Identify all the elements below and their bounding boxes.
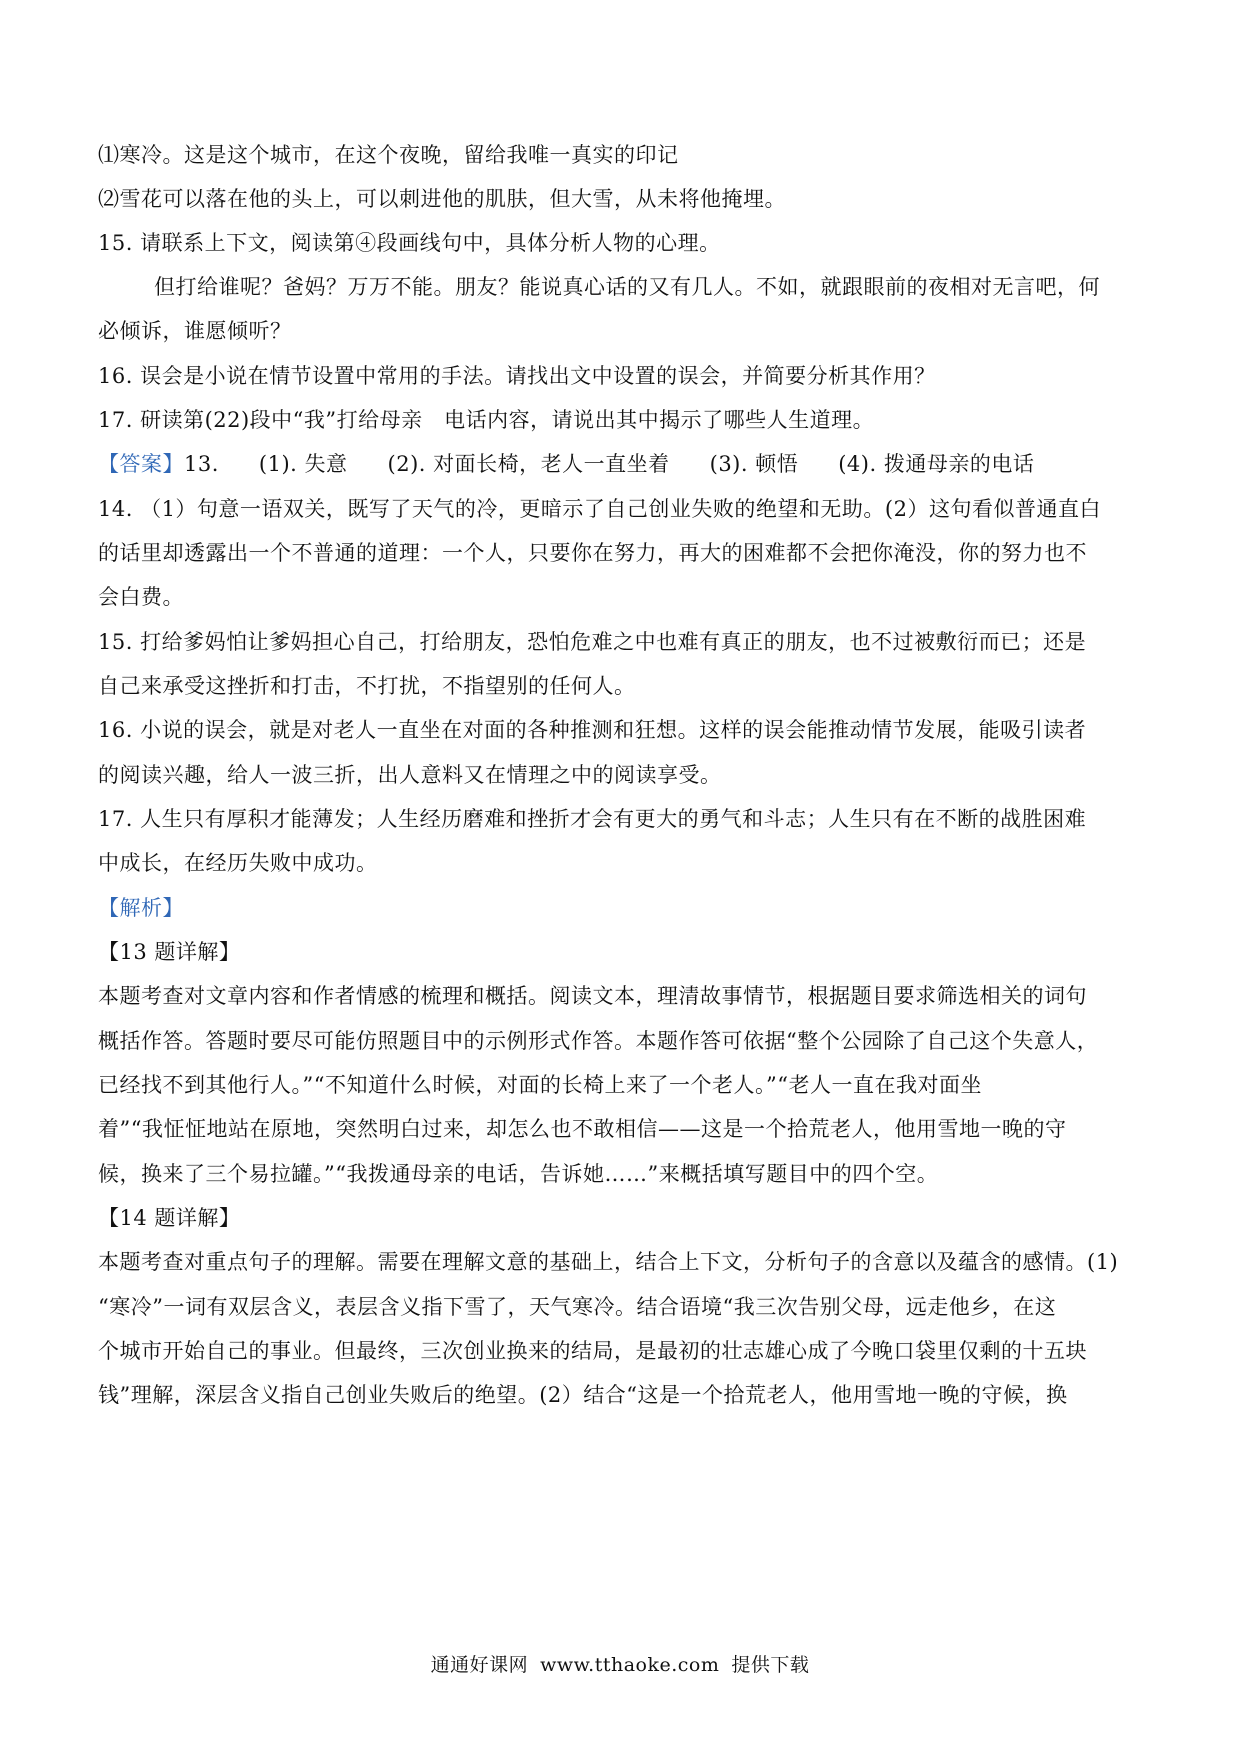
answer-13-item-4: (4). 拨通母亲的电话 — [838, 452, 1035, 476]
q14-sentence-2: ⑵雪花可以落在他的头上，可以刺进他的肌肤，但大雪，从未将他掩埋。 — [98, 187, 786, 211]
answer-16-line-2: 的阅读兴趣，给人一波三折，出人意料又在情理之中的阅读享受。 — [98, 763, 722, 787]
q15-quote-line-2: 必倾诉，谁愿倾听？ — [98, 319, 292, 343]
document-page — [98, 0, 1142, 1754]
q14-sentence-1: ⑴寒冷。这是这个城市，在这个夜晚，留给我唯一真实的印记 — [98, 143, 679, 167]
analysis-14-line-2: “寒冷”一词有双层含义，表层含义指下雪了，天气寒冷。结合语境“我三次告别父母，远走他乡，在这 — [98, 1295, 1057, 1319]
analysis-13-line-1: 本题考查对文章内容和作者情感的梳理和概括。阅读文本，理清故事情节，根据题目要求筛选相关的词句 — [98, 984, 1087, 1008]
answer-17-line-1: 17. 人生只有厚积才能薄发；人生经历磨难和挫折才会有更大的勇气和斗志；人生只有在不断的战胜困难 — [98, 807, 1087, 831]
analysis-14-line-3: 个城市开始自己的事业。但最终，三次创业换来的结局，是最初的壮志雄心成了今晚口袋里仅剩的十五块 — [98, 1339, 1087, 1363]
question-17: 17. 研读第(22)段中“我”打给母亲 电话内容，请说出其中揭示了哪些人生道理。 — [98, 408, 875, 432]
answer-15-line-1: 15. 打给爹妈怕让爹妈担心自己，打给朋友，恐怕危难之中也难有真正的朋友，也不过被敷衍而已；还是 — [98, 630, 1087, 654]
analysis-13-heading: 【13 题详解】 — [98, 940, 241, 964]
answer-14-line-3: 会白费。 — [98, 585, 184, 609]
q15-quote-line-1: 但打给谁呢？爸妈？万万不能。朋友？能说真心话的又有几人。不如，就跟眼前的夜相对无言吧，何 — [154, 275, 1100, 299]
page-footer — [0, 1652, 1240, 1678]
analysis-13-line-3: 已经找不到其他行人。”“不知道什么时候，对面的长椅上来了一个老人。”“老人一直在我对面坐 — [98, 1073, 982, 1097]
footer-suffix: 提供下载 — [731, 1654, 810, 1676]
answer-13-item-3: (3). 顿悟 — [709, 452, 799, 476]
answer-label: 【答案】 — [98, 452, 184, 476]
analysis-13-line-4: 着”“我怔怔地站在原地，突然明白过来，却怎么也不敢相信——这是一个拾荒老人，他用雪地一晚的守 — [98, 1117, 1067, 1141]
analysis-14-heading: 【14 题详解】 — [98, 1206, 241, 1230]
answer-13-item-2: (2). 对面长椅，老人一直坐着 — [387, 452, 670, 476]
answer-13-item-1: (1). 失意 — [258, 452, 348, 476]
question-16: 16. 误会是小说在情节设置中常用的手法。请找出文中设置的误会，并简要分析其作用？ — [98, 364, 936, 388]
question-15: 15. 请联系上下文，阅读第④段画线句中，具体分析人物的心理。 — [98, 231, 721, 255]
footer-url[interactable]: www.tthaoke.com — [540, 1654, 720, 1676]
analysis-13-line-2: 概括作答。答题时要尽可能仿照题目中的示例形式作答。本题作答可依据“整个公园除了自己这个失意人， — [98, 1029, 1099, 1053]
analysis-label: 【解析】 — [98, 896, 184, 920]
answer-row-13 — [98, 449, 1034, 479]
footer-site-name: 通通好课网 — [430, 1654, 529, 1676]
analysis-13-line-5: 候，换来了三个易拉罐。”“我拨通母亲的电话，告诉她……”来概括填写题目中的四个空。 — [98, 1162, 939, 1186]
analysis-14-line-1: 本题考查对重点句子的理解。需要在理解文意的基础上，结合上下文，分析句子的含意以及蕴含的感情。(1) — [98, 1250, 1119, 1274]
answer-15-line-2: 自己来承受这挫折和打击，不打扰，不指望别的任何人。 — [98, 674, 636, 698]
answer-16-line-1: 16. 小说的误会，就是对老人一直坐在对面的各种推测和狂想。这样的误会能推动情节发展，能吸引读者 — [98, 718, 1087, 742]
answer-14-line-2: 的话里却透露出一个不普通的道理：一个人，只要你在努力，再大的困难都不会把你淹没，你的努力也不 — [98, 541, 1087, 565]
answer-14-line-1: 14. （1）句意一语双关，既写了天气的冷，更暗示了自己创业失败的绝望和无助。(2）这句看似普通直白 — [98, 497, 1101, 521]
answer-13-number: 13. — [184, 452, 219, 476]
analysis-14-line-4: 钱”理解，深层含义指自己创业失败后的绝望。(2）结合“这是一个拾荒老人，他用雪地一晚的守候，换 — [98, 1383, 1068, 1407]
answer-17-line-2: 中成长，在经历失败中成功。 — [98, 851, 378, 875]
